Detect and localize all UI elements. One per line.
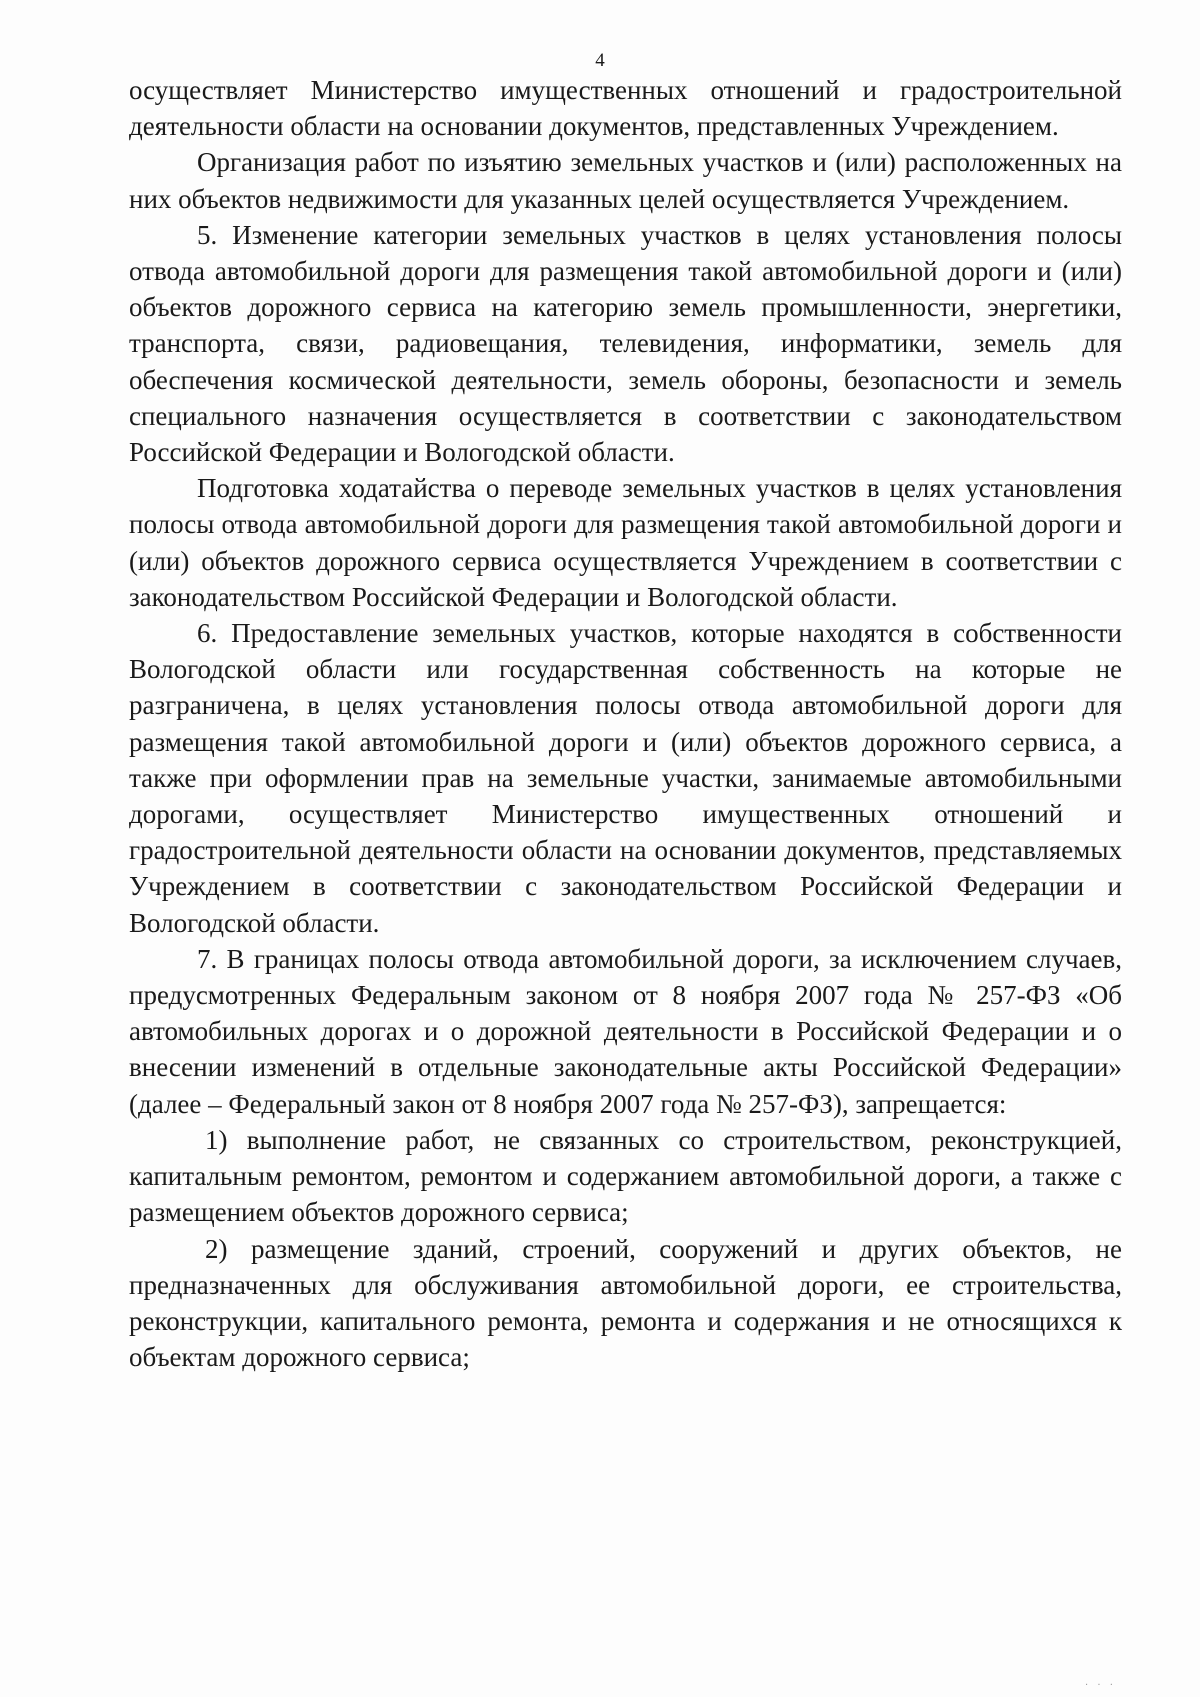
list-item-1: 1) выполнение работ, не связанных со строительством, реконструкцией, капитальным ремонтом, ремонтом и содержанием автомобильной дороги, а также с размещением объектов дорожного сервиса; xyxy=(129,1124,1122,1228)
paragraph-continuation: осуществляет Министерство имущественных отношений и градостроительной деятельности области на основании документов, представленных Учреждением. xyxy=(129,75,1122,142)
paragraph-item-5: 5. Изменение категории земельных участков в целях установления полосы отвода автомобильной дороги для размещения такой автомобильной дороги и (или) объектов дорожного сервиса на категорию земель промышленности, энергетики, транспорта, связи, радиовещания, телевидения, информатики, земель для обеспечения космической деятельности, земель обороны, безопасности и земель специального назначения осуществляется в соответствии с законодательством Российской Федерации и Вологодской области. xyxy=(129,219,1122,468)
page-number: 4 xyxy=(595,50,605,71)
list-item-2: 2) размещение зданий, строений, сооружений и других объектов, не предназначенных для обслуживания автомобильной дороги, ее строительства, реконструкции, капитального ремонта, ремонта и содержания и не относящихся к объектам дорожного сервиса; xyxy=(129,1233,1122,1373)
paragraph-organization: Организация работ по изъятию земельных участков и (или) расположенных на них объектов недвижимости для указанных целей осуществляется Учреждением. xyxy=(129,147,1122,214)
scan-artifact-marks: · · · xyxy=(1085,1680,1116,1691)
paragraph-item-7: 7. В границах полосы отвода автомобильной дороги, за исключением случаев, предусмотренных Федеральным законом от 8 ноября 2007 года № 257-ФЗ «Об автомобильных дорогах и о дорожной деятельности в Российской Федерации и о внесении изменений в отдельные законодательные акты Российской Федерации» (далее – Федеральный закон от 8 ноября 2007 года № 257-ФЗ), запрещается: xyxy=(129,943,1122,1119)
document-body xyxy=(129,72,1122,1375)
paragraph-petition: Подготовка ходатайства о переводе земельных участков в целях установления полосы отвода автомобильной дороги для размещения такой автомобильной дороги и (или) объектов дорожного сервиса осуществляется Учреждением в соответствии с законодательством Российской Федерации и Вологодской области. xyxy=(129,473,1122,612)
paragraph-item-6: 6. Предоставление земельных участков, которые находятся в собственности Вологодской области или государственная собственность на которые не разграничена, в целях установления полосы отвода автомобильной дороги для размещения такой автомобильной дороги и (или) объектов дорожного сервиса, а также при оформлении прав на земельные участки, занимаемые автомобильными дорогами, осуществляет Министерство имущественных отношений и градостроительной деятельности области на основании документов, представляемых Учреждением в соответствии с законодательством Российской Федерации и Вологодской области. xyxy=(129,618,1122,938)
